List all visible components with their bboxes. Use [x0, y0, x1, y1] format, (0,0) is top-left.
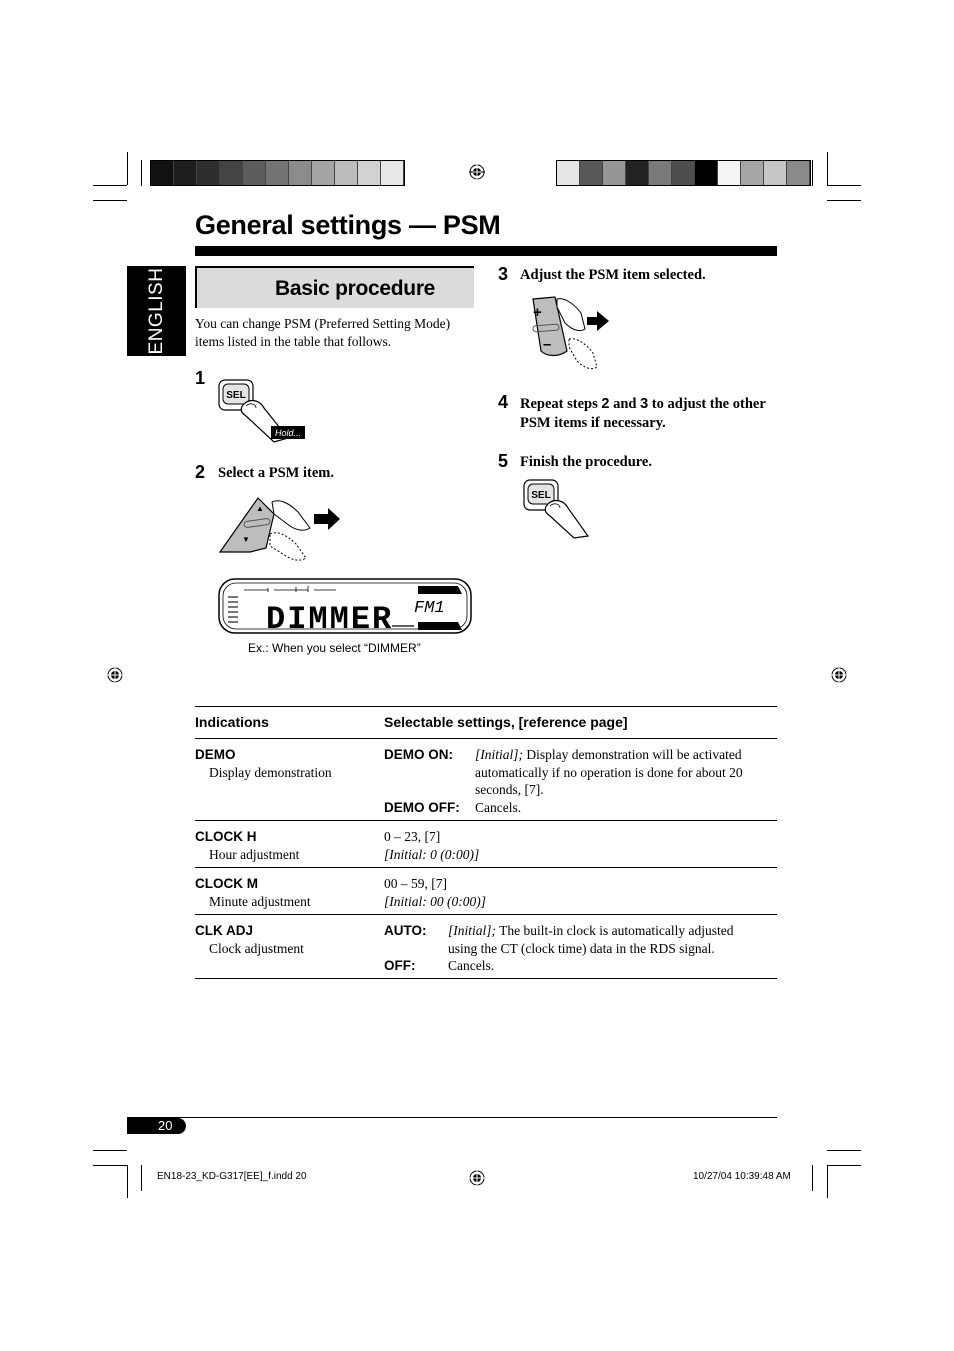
footer-rule — [127, 1117, 777, 1118]
grayscale-bar-left — [150, 160, 405, 186]
step-2-number: 2 — [195, 462, 206, 482]
color-swatch — [358, 161, 381, 185]
color-swatch — [243, 161, 266, 185]
registration-mark-icon — [469, 1170, 485, 1186]
step-5-number: 5 — [498, 451, 509, 471]
color-swatch — [266, 161, 289, 185]
color-swatch — [603, 161, 626, 185]
sel-button-label: SEL — [531, 490, 551, 501]
color-swatch — [718, 161, 741, 185]
crop-mark — [93, 185, 127, 186]
psm-table — [195, 706, 777, 979]
svg-text:–: – — [543, 336, 552, 353]
language-tab — [127, 266, 186, 356]
sel-button-press-icon — [522, 478, 592, 540]
step-3-text: Adjust the PSM item selected. — [520, 267, 706, 283]
crop-mark — [93, 200, 127, 201]
color-swatch — [672, 161, 695, 185]
color-swatch — [764, 161, 787, 185]
crop-mark — [827, 1165, 861, 1166]
registration-mark-icon — [469, 164, 485, 180]
crop-mark — [827, 1150, 861, 1151]
registration-mark-icon — [107, 667, 123, 683]
step-2-text: Select a PSM item. — [218, 465, 334, 481]
svg-text:+: + — [533, 304, 542, 321]
table-row: CLK ADJ Clock adjustment AUTO: [Initial]; The built-in clock is automatically adjusted using the CT (clock time) data in the RDS signal. OFF: Cancels. — [195, 915, 777, 979]
color-swatch — [197, 161, 220, 185]
page-title: General settings — PSM — [195, 210, 501, 240]
sel-button-label: SEL — [226, 390, 246, 401]
section-heading-box — [195, 266, 474, 308]
crop-mark — [827, 185, 861, 186]
color-swatch — [381, 161, 404, 185]
crop-mark — [141, 1165, 142, 1191]
hold-label: Hold... — [274, 428, 302, 438]
grayscale-bar-right — [556, 160, 811, 186]
step-3-number: 3 — [498, 264, 509, 284]
table-row: DEMO Display demonstration DEMO ON: [Initial]; Display demonstration will be activated automatically if no operation is done for about 20 seconds, [7]. DEMO OFF: Cancels. — [195, 739, 777, 821]
color-swatch — [312, 161, 335, 185]
sel-button-hold-icon — [216, 376, 311, 444]
section-heading: Basic procedure — [275, 277, 436, 300]
registration-mark-icon — [831, 667, 847, 683]
table-row: CLOCK M Minute adjustment 00 – 59, [7] [Initial: 00 (0:00)] — [195, 868, 777, 915]
seek-button-press-icon — [218, 494, 343, 584]
crop-mark — [812, 160, 813, 186]
color-swatch — [335, 161, 358, 185]
language-tab-label: ENGLISH — [145, 267, 167, 355]
footer-file: EN18-23_KD-G317[EE]_f.indd 20 — [157, 1171, 307, 1182]
svg-text:▲: ▲ — [256, 504, 264, 513]
crop-mark — [141, 160, 142, 186]
color-swatch — [557, 161, 580, 185]
color-swatch — [289, 161, 312, 185]
color-swatch — [174, 161, 197, 185]
color-swatch — [220, 161, 243, 185]
table-row: CLOCK H Hour adjustment 0 – 23, [7] [Initial: 0 (0:00)] — [195, 821, 777, 868]
color-swatch — [626, 161, 649, 185]
step-4-text: Repeat steps 2 and 3 to adjust the other PSM items if necessary. — [520, 396, 766, 431]
crop-mark — [93, 1165, 127, 1166]
crop-mark — [127, 1165, 128, 1198]
color-swatch — [649, 161, 672, 185]
crop-mark — [827, 152, 828, 185]
step-ref: 3 — [640, 396, 649, 412]
step-1-number: 1 — [195, 368, 206, 388]
display-caption: Ex.: When you select “DIMMER” — [248, 641, 421, 655]
crop-mark — [827, 1165, 828, 1198]
intro-text: You can change PSM (Preferred Setting Mode) items listed in the table that follows. — [195, 316, 451, 349]
volume-button-press-icon — [519, 295, 614, 375]
title-rule — [195, 246, 777, 256]
color-swatch — [787, 161, 810, 185]
lcd-main-text: DIMMER — [266, 601, 394, 634]
step-4-number: 4 — [498, 392, 509, 412]
color-swatch — [741, 161, 764, 185]
color-swatch — [580, 161, 603, 185]
step-5-text: Finish the procedure. — [520, 454, 652, 470]
header-indications: Indications — [195, 714, 269, 730]
lcd-display — [218, 578, 472, 634]
page-number-badge — [127, 1118, 186, 1134]
color-swatch — [151, 161, 174, 185]
crop-mark — [812, 1165, 813, 1191]
svg-text:▼: ▼ — [242, 535, 250, 544]
header-settings: Selectable settings, [reference page] — [384, 714, 628, 730]
footer-timestamp: 10/27/04 10:39:48 AM — [693, 1171, 791, 1182]
lcd-band-text: FM1 — [414, 599, 445, 618]
step-ref: 2 — [601, 396, 610, 412]
page-number: 20 — [158, 1118, 173, 1133]
crop-mark — [93, 1150, 127, 1151]
crop-mark — [127, 152, 128, 185]
table-header — [195, 706, 777, 739]
color-swatch — [695, 161, 718, 185]
crop-mark — [827, 200, 861, 201]
